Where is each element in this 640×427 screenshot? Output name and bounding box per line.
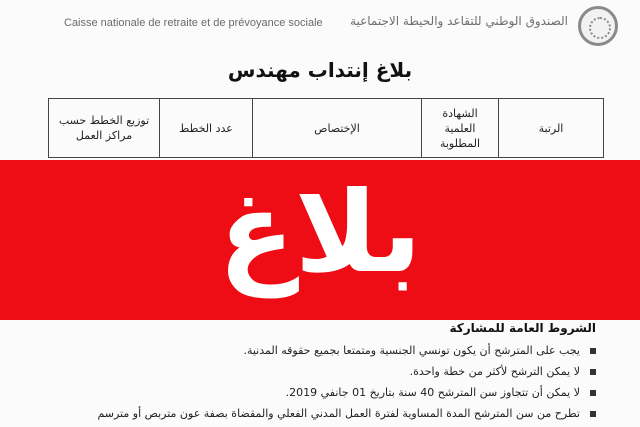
column-header-positions-count: عدد الخطط <box>160 99 253 158</box>
organization-name-fr: Caisse nationale de retraite et de prévoyance sociale <box>64 17 323 29</box>
condition-item: لا يمكن أن تتجاوز سن المترشح 40 سنة بتاريخ 01 جانفي 2019. <box>36 382 596 403</box>
condition-item: تطرح من سن المترشح المدة المساوية لفترة العمل المدني الفعلي والمقضاة بصفة عون متربص أو مترسم <box>36 403 596 424</box>
column-header-rank: الرتبة <box>499 99 604 158</box>
condition-item: يجب على المترشح أن يكون تونسي الجنسية ومتمتعا بجميع حقوقه المدنية. <box>36 340 596 361</box>
column-header-distribution: توزيع الخطط حسب مراكز العمل <box>49 99 160 158</box>
condition-item: لا يمكن الترشح لأكثر من خطة واحدة. <box>36 361 596 382</box>
banner-text: بلاغ <box>218 168 422 298</box>
cnrps-logo <box>578 6 618 46</box>
general-conditions <box>36 322 596 424</box>
notice-title: بلاغ إنتداب مهندس <box>227 58 413 82</box>
column-header-specialty: الإختصاص <box>253 99 422 158</box>
table-header-row <box>49 99 604 158</box>
organization-name-ar: الصندوق الوطني للتقاعد والحيطة الاجتماعية <box>350 14 568 28</box>
positions-table <box>48 98 604 158</box>
conditions-title: الشروط العامة للمشاركة <box>449 322 596 335</box>
column-header-degree: الشهادة العلمية المطلوبة <box>422 99 499 158</box>
